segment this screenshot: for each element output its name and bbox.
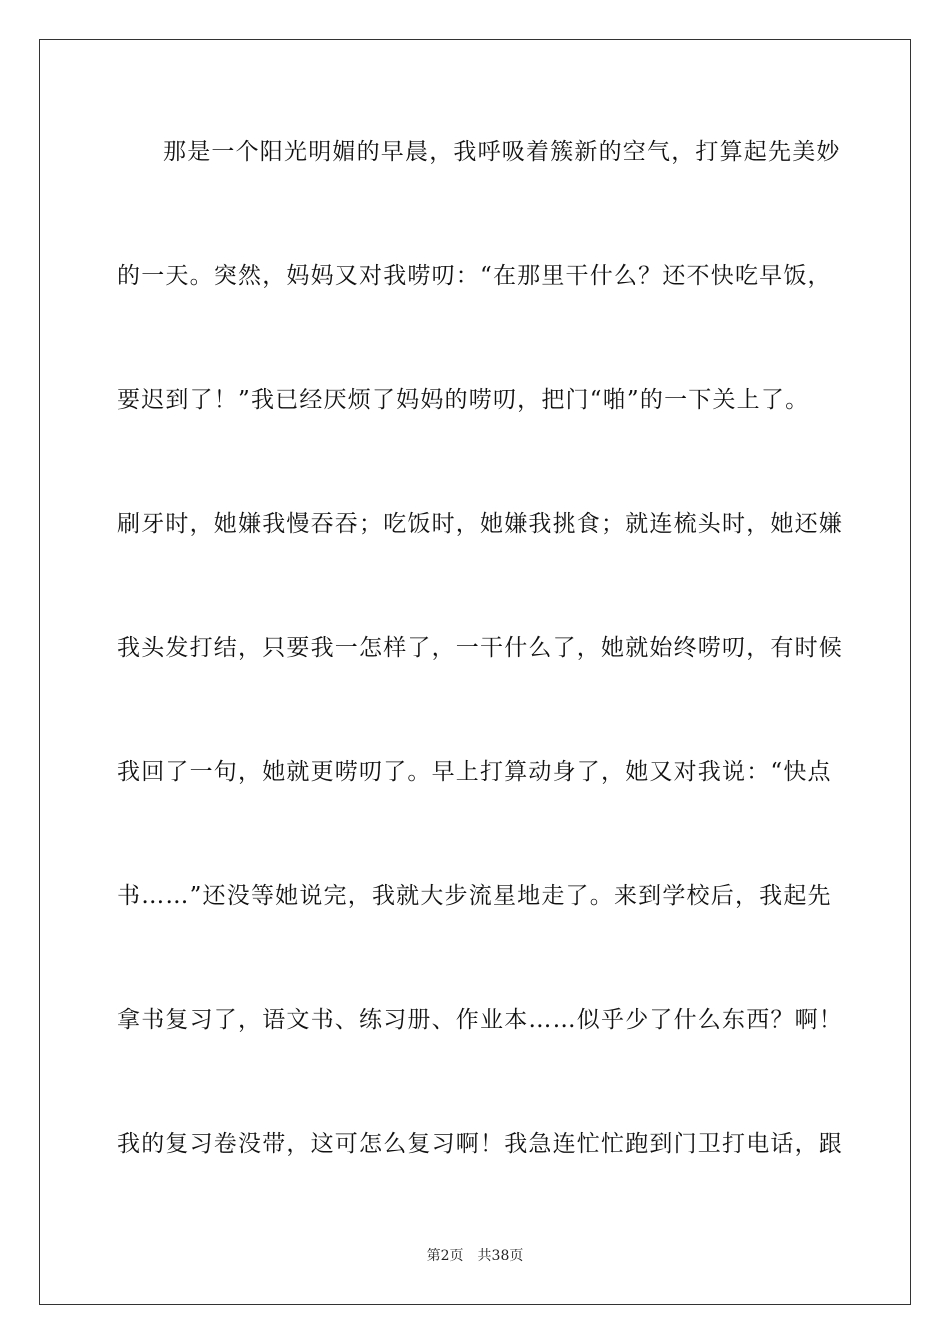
paragraph-line-2: 的一天。突然，妈妈又对我唠叨：“在那里干什么？还不快吃早饭， (117, 263, 832, 289)
paragraph-line-6: 我回了一句，她就更唠叨了。早上打算动身了，她又对我说：“快点 (117, 759, 832, 785)
document-body (117, 128, 843, 1244)
paragraph-line-4: 刷牙时，她嫌我慢吞吞；吃饭时，她嫌我挑食；就连梳头时，她还嫌 (117, 511, 843, 537)
paragraph-line-5: 我头发打结，只要我一怎样了，一干什么了，她就始终唠叨，有时候 (117, 635, 843, 661)
paragraph-line-8: 拿书复习了，语文书、练习册、作业本……似乎少了什么东西？啊！ (117, 1007, 843, 1033)
page-footer (0, 1246, 950, 1266)
total-page-count: 共38页 (477, 1248, 524, 1264)
current-page-number: 第2页 (426, 1248, 464, 1264)
paragraph-line-9: 我的复习卷没带，这可怎么复习啊！我急连忙忙跑到门卫打电话，跟 (117, 1131, 843, 1157)
paragraph-line-3: 要迟到了！”我已经厌烦了妈妈的唠叨，把门“啪”的一下关上了。 (117, 387, 810, 413)
paragraph-line-7: 书……”还没等她说完，我就大步流星地走了。来到学校后，我起先 (117, 883, 832, 909)
paragraph-line-1: 那是一个阳光明媚的早晨，我呼吸着簇新的空气，打算起先美妙 (163, 139, 841, 165)
